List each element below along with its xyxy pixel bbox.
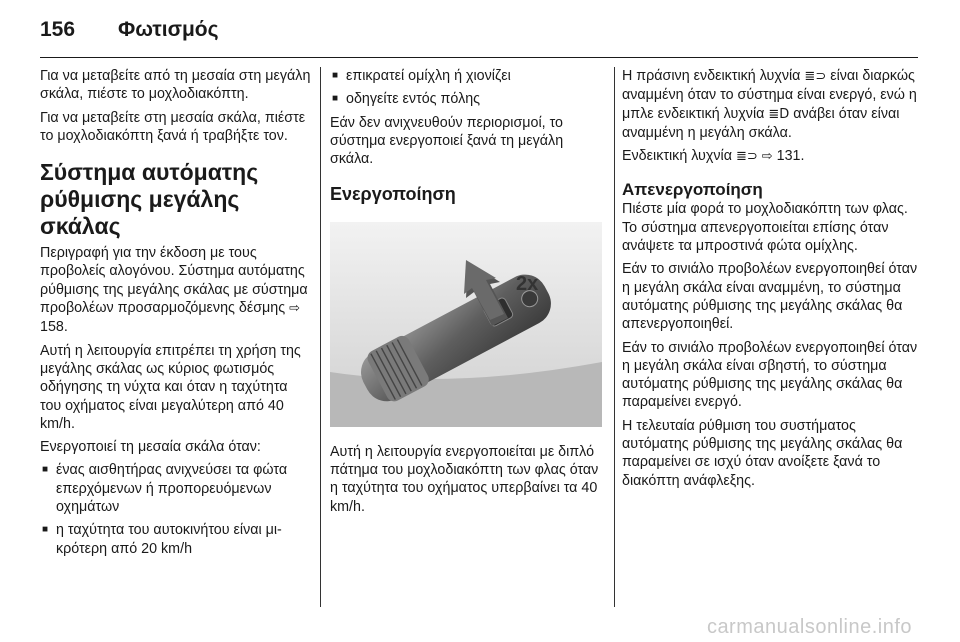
page-reference-icon: ⇨ (761, 149, 773, 165)
bullet-list (40, 461, 312, 557)
paragraph-text: είναι διαρκώς αναμμένη όταν το σύστημα είναι ενεργό, ενώ η μπλε ενδεικτική λυχνία (622, 68, 917, 122)
column-2 (330, 67, 610, 521)
page-reference[interactable]: 158. (40, 319, 68, 336)
list-item: ■ οδηγείτε εντός πόλης (330, 90, 610, 108)
list-item: ■ η ταχύτητα του αυτοκινήτου είναι μικρότερη από 20 km/h (40, 521, 312, 558)
paragraph: Εάν δεν ανιχνευθούν περιορισμοί, το σύστημα ενεργοποιεί ξανά τη μεγάλη σκάλα. (330, 114, 564, 168)
column-divider (614, 67, 615, 607)
watermark: carmanualsonline.info (706, 616, 912, 638)
paragraph-text: Περιγραφή για την έκδοση με τους προβολείς αλογόνου. Σύστημα αυτόματης ρύθμισης της μεγάλης σκάλας με σύστημα προβολέων προσαρμοζόμενης δέσμης (40, 245, 308, 317)
paragraph-text: Ενδεικτική λυχνία (622, 148, 732, 165)
list-item: ■ επικρατεί ομίχλη ή χιονίζει (330, 67, 610, 85)
header-rule (40, 57, 918, 58)
paragraph (40, 244, 312, 336)
paragraph-text: Η πράσινη ενδεικτική λυχνία (622, 68, 801, 84)
paragraph: Εάν το σινιάλο προβολέων ενεργοποιηθεί όταν η μεγάλη σκάλα είναι σβηστή, το σύστημα αυτόματης ρύθμισης της μεγάλης σκάλας θα παραμείνει ενεργό. (622, 339, 918, 411)
paragraph (622, 67, 922, 142)
paragraph-text: ανάβει όταν είναι αναμμένη η μεγάλη σκάλα. (622, 105, 900, 141)
figure-label: 2x (516, 273, 539, 296)
column-divider (320, 67, 321, 607)
auto-high-beam-indicator-icon: ≣⊃ (804, 69, 827, 84)
paragraph: Αυτή η λειτουργία ενεργοποιείται με διπλό πάτημα του μοχλοδιακόπτη των φλας όταν η ταχύτητα του οχήματος υπερβαίνει τα 40 km/h. (330, 443, 599, 515)
paragraph: Για να μεταβείτε στη μεσαία σκάλα, πιέστε το μοχλοδιακόπτη ξανά ή τραβήξτε τον. (40, 109, 306, 144)
page-number: 156 (40, 18, 76, 41)
paragraph: Για να μεταβείτε από τη μεσαία στη μεγάλη σκάλα, πιέστε το μοχλοδιακόπτη. (40, 68, 311, 103)
section-heading: Σύστημα αυτόματης ρύθμισης μεγάλης σκάλας (40, 159, 259, 240)
section-heading: Ενεργοποίηση (330, 184, 456, 205)
list-item: ■ ένας αισθητήρας ανιχνεύσει τα φώτα επερχόμενων ή προπορευόμενων οχημάτων (40, 461, 312, 516)
paragraph: Πιέστε μία φορά το μοχλοδιακόπτη των φλας. Το σύστημα απενεργοποιείται επίσης όταν ανάψετε τα μπροστινά φώτα ομίχλης. (622, 201, 908, 255)
paragraph: Αυτή η λειτουργία επιτρέπει τη χρήση της μεγάλης σκάλας ως κύριος φωτισμός οδήγησης τη νύχτα και όταν η ταχύτητα του οχήματος είναι μεγαλύτερη από 40 km/h. (40, 342, 301, 432)
page-reference[interactable]: 131. (776, 148, 805, 165)
turn-signal-lever-figure (330, 222, 602, 427)
section-heading: Απενεργοποίηση (622, 180, 763, 200)
bullet-list (330, 67, 610, 109)
paragraph: Ενεργοποιεί τη μεσαία σκάλα όταν: (40, 439, 261, 456)
paragraph (622, 147, 922, 166)
page-title: Φωτισμός (118, 18, 219, 41)
paragraph: Εάν το σινιάλο προβολέων ενεργοποιηθεί όταν η μεγάλη σκάλα είναι αναμμένη, το σύστημα αυτόματης ρύθμισης της μεγάλης σκάλας θα απενεργοποιηθεί. (622, 261, 918, 333)
page-reference-icon: ⇨ (289, 301, 301, 317)
high-beam-indicator-icon: ≣D (768, 106, 790, 122)
paragraph: Η τελευταία ρύθμιση του συστήματος αυτόματης ρύθμισης της μεγάλης σκάλας θα παραμείνει σε ισχύ όταν ανοίξετε ξανά το διακόπτη ανάφλεξης. (622, 417, 903, 489)
column-1 (40, 67, 312, 563)
auto-high-beam-indicator-icon: ≣⊃ (735, 149, 758, 165)
column-3 (622, 67, 922, 495)
